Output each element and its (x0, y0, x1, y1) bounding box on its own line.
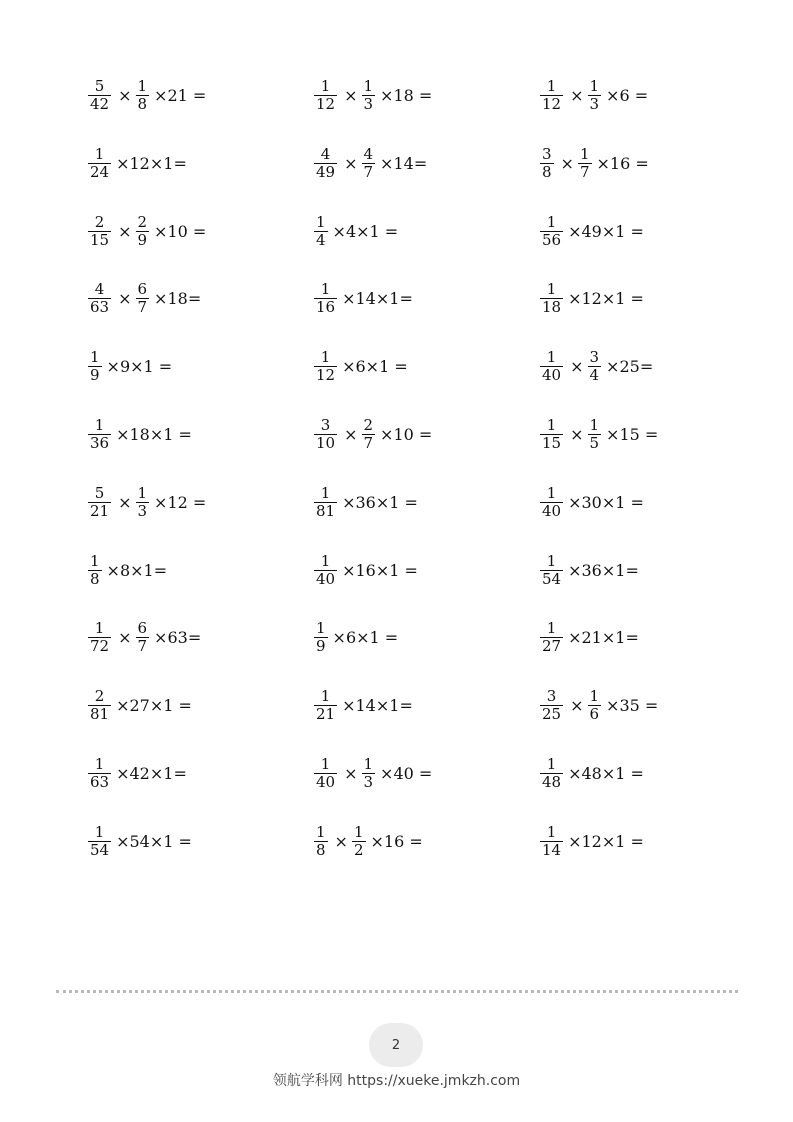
fraction (88, 620, 111, 655)
fraction-denominator: 8 (90, 569, 100, 588)
math-problem (314, 748, 432, 798)
problem-tail: ×12×1= (116, 153, 187, 173)
math-problem (314, 70, 432, 120)
fraction (540, 688, 563, 723)
fraction-numerator: 4 (320, 144, 331, 163)
fraction-denominator: 48 (542, 772, 562, 791)
fraction-numerator: 1 (94, 144, 105, 163)
times-operator: × (560, 153, 574, 173)
fraction (314, 824, 328, 859)
math-problem (88, 341, 172, 391)
fraction-numerator: 3 (546, 686, 557, 705)
fraction-denominator: 7 (363, 162, 374, 181)
fraction-denominator: 12 (316, 94, 336, 113)
times-operator: × (570, 424, 584, 444)
times-operator: × (344, 763, 358, 783)
math-problem (314, 138, 427, 188)
problem-tail: ×36×1 = (342, 492, 418, 512)
fraction (362, 417, 376, 452)
fraction-numerator: 2 (94, 212, 105, 231)
fraction (588, 78, 602, 113)
fraction-numerator: 1 (90, 551, 100, 570)
problem-tail: ×21 = (154, 85, 207, 105)
fraction-numerator: 2 (94, 686, 105, 705)
fraction (588, 349, 602, 384)
fraction (88, 824, 111, 859)
fraction-numerator: 1 (546, 347, 557, 366)
math-problem (88, 816, 192, 866)
fraction (314, 688, 337, 723)
math-problem (88, 477, 206, 527)
fraction (578, 146, 592, 181)
fraction-denominator: 8 (316, 840, 326, 859)
fraction (314, 417, 337, 452)
fraction-denominator: 72 (90, 636, 110, 655)
fraction-denominator: 3 (363, 772, 374, 791)
problem-tail: ×25= (606, 356, 654, 376)
fraction-numerator: 1 (579, 144, 590, 163)
fraction (88, 756, 111, 791)
fraction-denominator: 7 (579, 162, 590, 181)
fraction (88, 78, 111, 113)
fraction-denominator: 81 (90, 704, 110, 723)
fraction-numerator: 1 (320, 754, 331, 773)
fraction-numerator: 1 (320, 686, 331, 705)
problem-tail: ×21×1= (568, 627, 639, 647)
fraction-denominator: 49 (316, 162, 336, 181)
fraction-denominator: 63 (90, 297, 110, 316)
fraction (88, 688, 111, 723)
problem-tail: ×54×1 = (116, 831, 192, 851)
fraction-numerator: 1 (546, 76, 557, 95)
fraction-numerator: 2 (363, 415, 374, 434)
fraction (88, 214, 111, 249)
problem-tail: ×9×1 = (106, 356, 173, 376)
fraction-denominator: 3 (589, 94, 600, 113)
fraction-numerator: 1 (320, 347, 331, 366)
math-problem (540, 545, 639, 595)
fraction-denominator: 56 (542, 230, 562, 249)
times-operator: × (344, 153, 358, 173)
times-operator: × (118, 85, 132, 105)
fraction (588, 688, 602, 723)
fraction-numerator: 1 (546, 754, 557, 773)
fraction (540, 756, 563, 791)
fraction (540, 281, 563, 316)
fraction-numerator: 5 (94, 76, 105, 95)
times-operator: × (118, 288, 132, 308)
math-problem (540, 273, 644, 323)
math-problem (540, 206, 644, 256)
fraction-denominator: 6 (589, 704, 600, 723)
fraction-numerator: 1 (546, 483, 557, 502)
fraction (540, 620, 563, 655)
fraction-numerator: 1 (320, 279, 331, 298)
math-problem (88, 748, 187, 798)
math-problem (540, 612, 639, 662)
fraction-denominator: 2 (353, 840, 364, 859)
fraction-numerator: 1 (320, 76, 331, 95)
fraction (540, 485, 563, 520)
fraction (88, 281, 111, 316)
fraction-denominator: 9 (90, 365, 100, 384)
fraction-numerator: 1 (546, 618, 557, 637)
fraction-denominator: 36 (90, 433, 110, 452)
fraction-numerator: 6 (137, 279, 148, 298)
fraction-numerator: 1 (363, 754, 374, 773)
math-problem (314, 341, 408, 391)
fraction-numerator: 4 (363, 144, 374, 163)
fraction (314, 146, 337, 181)
fraction (136, 214, 150, 249)
math-problem (314, 206, 398, 256)
fraction (540, 214, 563, 249)
fraction-denominator: 3 (363, 94, 374, 113)
problem-tail: ×10 = (380, 424, 433, 444)
math-problem (88, 545, 167, 595)
math-problem (88, 612, 201, 662)
problem-tail: ×4×1 = (332, 221, 399, 241)
fraction (362, 146, 376, 181)
fraction-denominator: 4 (316, 230, 326, 249)
math-problem (88, 206, 206, 256)
times-operator: × (344, 85, 358, 105)
fraction-denominator: 8 (137, 94, 148, 113)
times-operator: × (570, 695, 584, 715)
fraction-denominator: 9 (137, 230, 148, 249)
fraction (314, 281, 337, 316)
fraction-numerator: 3 (589, 347, 600, 366)
times-operator: × (334, 831, 348, 851)
fraction (136, 485, 150, 520)
fraction (88, 485, 111, 520)
fraction-denominator: 21 (316, 704, 336, 723)
problem-tail: ×14×1= (342, 288, 413, 308)
problem-tail: ×49×1 = (568, 221, 644, 241)
fraction (314, 78, 337, 113)
math-problem (314, 545, 418, 595)
fraction-numerator: 1 (589, 415, 600, 434)
fraction-numerator: 1 (94, 618, 105, 637)
fraction (314, 349, 337, 384)
fraction-numerator: 1 (546, 212, 557, 231)
problem-tail: ×63= (154, 627, 202, 647)
fraction-numerator: 1 (589, 686, 600, 705)
fraction-numerator: 3 (542, 144, 552, 163)
fraction (540, 349, 563, 384)
fraction-numerator: 6 (137, 618, 148, 637)
fraction-denominator: 40 (316, 772, 336, 791)
fraction (588, 417, 602, 452)
fraction (314, 620, 328, 655)
fraction-numerator: 1 (137, 76, 148, 95)
fraction-denominator: 5 (589, 433, 600, 452)
fraction-denominator: 14 (542, 840, 562, 859)
fraction-numerator: 1 (94, 822, 105, 841)
math-problem (88, 680, 192, 730)
math-problem (314, 680, 413, 730)
fraction (362, 78, 376, 113)
problem-tail: ×18= (154, 288, 202, 308)
math-problem (314, 477, 418, 527)
times-operator: × (570, 85, 584, 105)
problem-tail: ×8×1= (106, 560, 168, 580)
fraction (540, 146, 554, 181)
problem-tail: ×42×1= (116, 763, 187, 783)
fraction-numerator: 1 (546, 279, 557, 298)
math-problem (540, 477, 644, 527)
math-problem (88, 138, 187, 188)
fraction-numerator: 1 (320, 551, 331, 570)
fraction-numerator: 1 (94, 754, 105, 773)
fraction (540, 553, 563, 588)
fraction-numerator: 1 (316, 822, 326, 841)
math-problem (314, 612, 398, 662)
fraction-denominator: 24 (90, 162, 110, 181)
math-problem (88, 273, 201, 323)
problem-tail: ×40 = (380, 763, 433, 783)
fraction-numerator: 1 (546, 822, 557, 841)
fraction-numerator: 1 (546, 551, 557, 570)
fraction-denominator: 21 (90, 501, 110, 520)
math-problem (314, 816, 423, 866)
times-operator: × (344, 424, 358, 444)
problem-tail: ×14×1= (342, 695, 413, 715)
fraction-denominator: 3 (137, 501, 148, 520)
fraction-denominator: 9 (316, 636, 326, 655)
times-operator: × (118, 627, 132, 647)
fraction (362, 756, 376, 791)
fraction-numerator: 1 (316, 618, 326, 637)
fraction (88, 553, 102, 588)
fraction-denominator: 15 (90, 230, 110, 249)
fraction-denominator: 12 (316, 365, 336, 384)
problem-tail: ×30×1 = (568, 492, 644, 512)
page-number: 2 (391, 1037, 401, 1053)
page-number-badge (369, 1023, 423, 1067)
math-problem (540, 341, 653, 391)
fraction-numerator: 3 (320, 415, 331, 434)
fraction-numerator: 1 (546, 415, 557, 434)
problem-tail: ×18×1 = (116, 424, 192, 444)
fraction-denominator: 16 (316, 297, 336, 316)
fraction-numerator: 1 (137, 483, 148, 502)
fraction-denominator: 15 (542, 433, 562, 452)
fraction-denominator: 40 (542, 365, 562, 384)
math-problem (540, 816, 644, 866)
math-problem (314, 273, 413, 323)
problem-tail: ×6 = (606, 85, 649, 105)
math-problem (540, 409, 658, 459)
problem-tail: ×12×1 = (568, 831, 644, 851)
fraction (540, 78, 563, 113)
fraction (540, 824, 563, 859)
fraction-numerator: 1 (94, 415, 105, 434)
fraction-denominator: 7 (363, 433, 374, 452)
problem-tail: ×18 = (380, 85, 433, 105)
fraction (314, 756, 337, 791)
fraction (136, 281, 150, 316)
problem-tail: ×12×1 = (568, 288, 644, 308)
fraction-denominator: 81 (316, 501, 336, 520)
fraction-denominator: 63 (90, 772, 110, 791)
fraction-numerator: 4 (94, 279, 105, 298)
problem-tail: ×10 = (154, 221, 207, 241)
fraction-denominator: 18 (542, 297, 562, 316)
fraction-numerator: 1 (90, 347, 100, 366)
problem-tail: ×36×1= (568, 560, 639, 580)
math-problem (540, 680, 658, 730)
fraction-numerator: 1 (589, 76, 600, 95)
fraction (540, 417, 563, 452)
math-problem (314, 409, 432, 459)
math-problem (88, 70, 206, 120)
fraction-numerator: 2 (137, 212, 148, 231)
fraction-denominator: 25 (542, 704, 562, 723)
fraction (136, 620, 150, 655)
fraction (88, 146, 111, 181)
fraction-denominator: 54 (90, 840, 110, 859)
dotted-divider (56, 990, 738, 993)
fraction-numerator: 5 (94, 483, 105, 502)
math-problem (540, 70, 648, 120)
problem-tail: ×14= (380, 153, 428, 173)
fraction (314, 485, 337, 520)
fraction (136, 78, 150, 113)
fraction-denominator: 12 (542, 94, 562, 113)
fraction-numerator: 1 (353, 822, 364, 841)
fraction-denominator: 8 (542, 162, 552, 181)
fraction (352, 824, 366, 859)
problem-tail: ×6×1 = (332, 627, 399, 647)
fraction (314, 214, 328, 249)
times-operator: × (118, 492, 132, 512)
fraction-denominator: 54 (542, 569, 562, 588)
problem-tail: ×6×1 = (342, 356, 408, 376)
fraction-denominator: 40 (316, 569, 336, 588)
fraction-denominator: 10 (316, 433, 336, 452)
fraction (88, 417, 111, 452)
problem-tail: ×16 = (596, 153, 649, 173)
fraction-denominator: 7 (137, 636, 148, 655)
problem-tail: ×35 = (606, 695, 659, 715)
math-problem (540, 748, 644, 798)
fraction-denominator: 40 (542, 501, 562, 520)
problem-tail: ×16×1 = (342, 560, 418, 580)
fraction-denominator: 27 (542, 636, 562, 655)
fraction-denominator: 4 (589, 365, 600, 384)
problem-tail: ×15 = (606, 424, 659, 444)
footer-watermark: 领航学科网 https://xueke.jmkzh.com (272, 1073, 521, 1089)
math-problem (88, 409, 192, 459)
math-problem (540, 138, 649, 188)
fraction-numerator: 1 (320, 483, 331, 502)
times-operator: × (570, 356, 584, 376)
problem-tail: ×12 = (154, 492, 207, 512)
fraction-denominator: 7 (137, 297, 148, 316)
fraction-numerator: 1 (316, 212, 326, 231)
problem-tail: ×48×1 = (568, 763, 644, 783)
fraction (88, 349, 102, 384)
problem-tail: ×27×1 = (116, 695, 192, 715)
fraction (314, 553, 337, 588)
problem-tail: ×16 = (370, 831, 423, 851)
times-operator: × (118, 221, 132, 241)
fraction-denominator: 42 (90, 94, 110, 113)
fraction-numerator: 1 (363, 76, 374, 95)
